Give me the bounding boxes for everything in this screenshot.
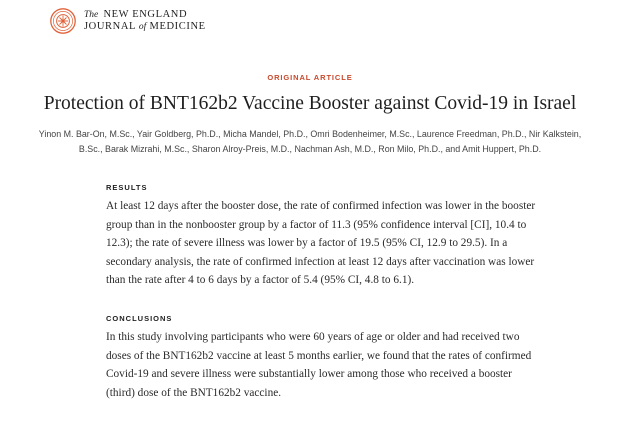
- results-heading: RESULTS: [106, 183, 148, 192]
- masthead-the: The: [84, 10, 99, 20]
- journal-masthead[interactable]: [50, 6, 206, 36]
- author-list: Yinon M. Bar-On, M.Sc., Yair Goldberg, Ph.D., Micha Mandel, Ph.D., Omri Bodenheimer, M.Sc., Laurence Freedman, Ph.D., Nir Kalkstein, B.Sc., Barak Mizrahi, M.Sc., Sharon Alroy-Preis, M.D., Nachman Ash, M.D., Ron Milo, Ph.D., and Amit Huppert, Ph.D.: [38, 129, 582, 154]
- conclusions-section: [106, 314, 538, 402]
- article-title: Protection of BNT162b2 Vaccine Booster against Covid-19 in Israel: [43, 93, 577, 114]
- results-text: At least 12 days after the booster dose, the rate of confirmed infection was lower in the booster group than in the nonbooster group by a factor of 11.3 (95% confidence interval [CI], 10.4 to 12.3); the rate of severe illness was lower by a factor of 19.5 (95% CI, 12.9 to 29.5). In a secondary analysis, the rate of confirmed infection at least 12 days after vaccination was lower than the rate after 4 to 6 days by a factor of 5.4 (95% CI, 4.8 to 6.1).: [106, 200, 536, 286]
- masthead-medicine: MEDICINE: [149, 21, 206, 32]
- journal-name: [84, 9, 206, 33]
- nejm-seal-icon: [50, 8, 76, 34]
- article-type-label: ORIGINAL ARTICLE: [267, 73, 353, 82]
- conclusions-heading: CONCLUSIONS: [106, 314, 173, 323]
- results-section: [106, 183, 538, 290]
- masthead-of: of: [138, 22, 147, 32]
- conclusions-text: In this study involving participants who were 60 years of age or older and had received two doses of the BNT162b2 vaccine at least 5 months earlier, we found that the rates of confirmed Covid-19 and severe illness were substantially lower among those who received a booster (third) dose of the BNT162b2 vaccine.: [106, 331, 532, 399]
- masthead-journal: JOURNAL: [84, 21, 136, 32]
- masthead-line1: NEW ENGLAND: [103, 9, 188, 20]
